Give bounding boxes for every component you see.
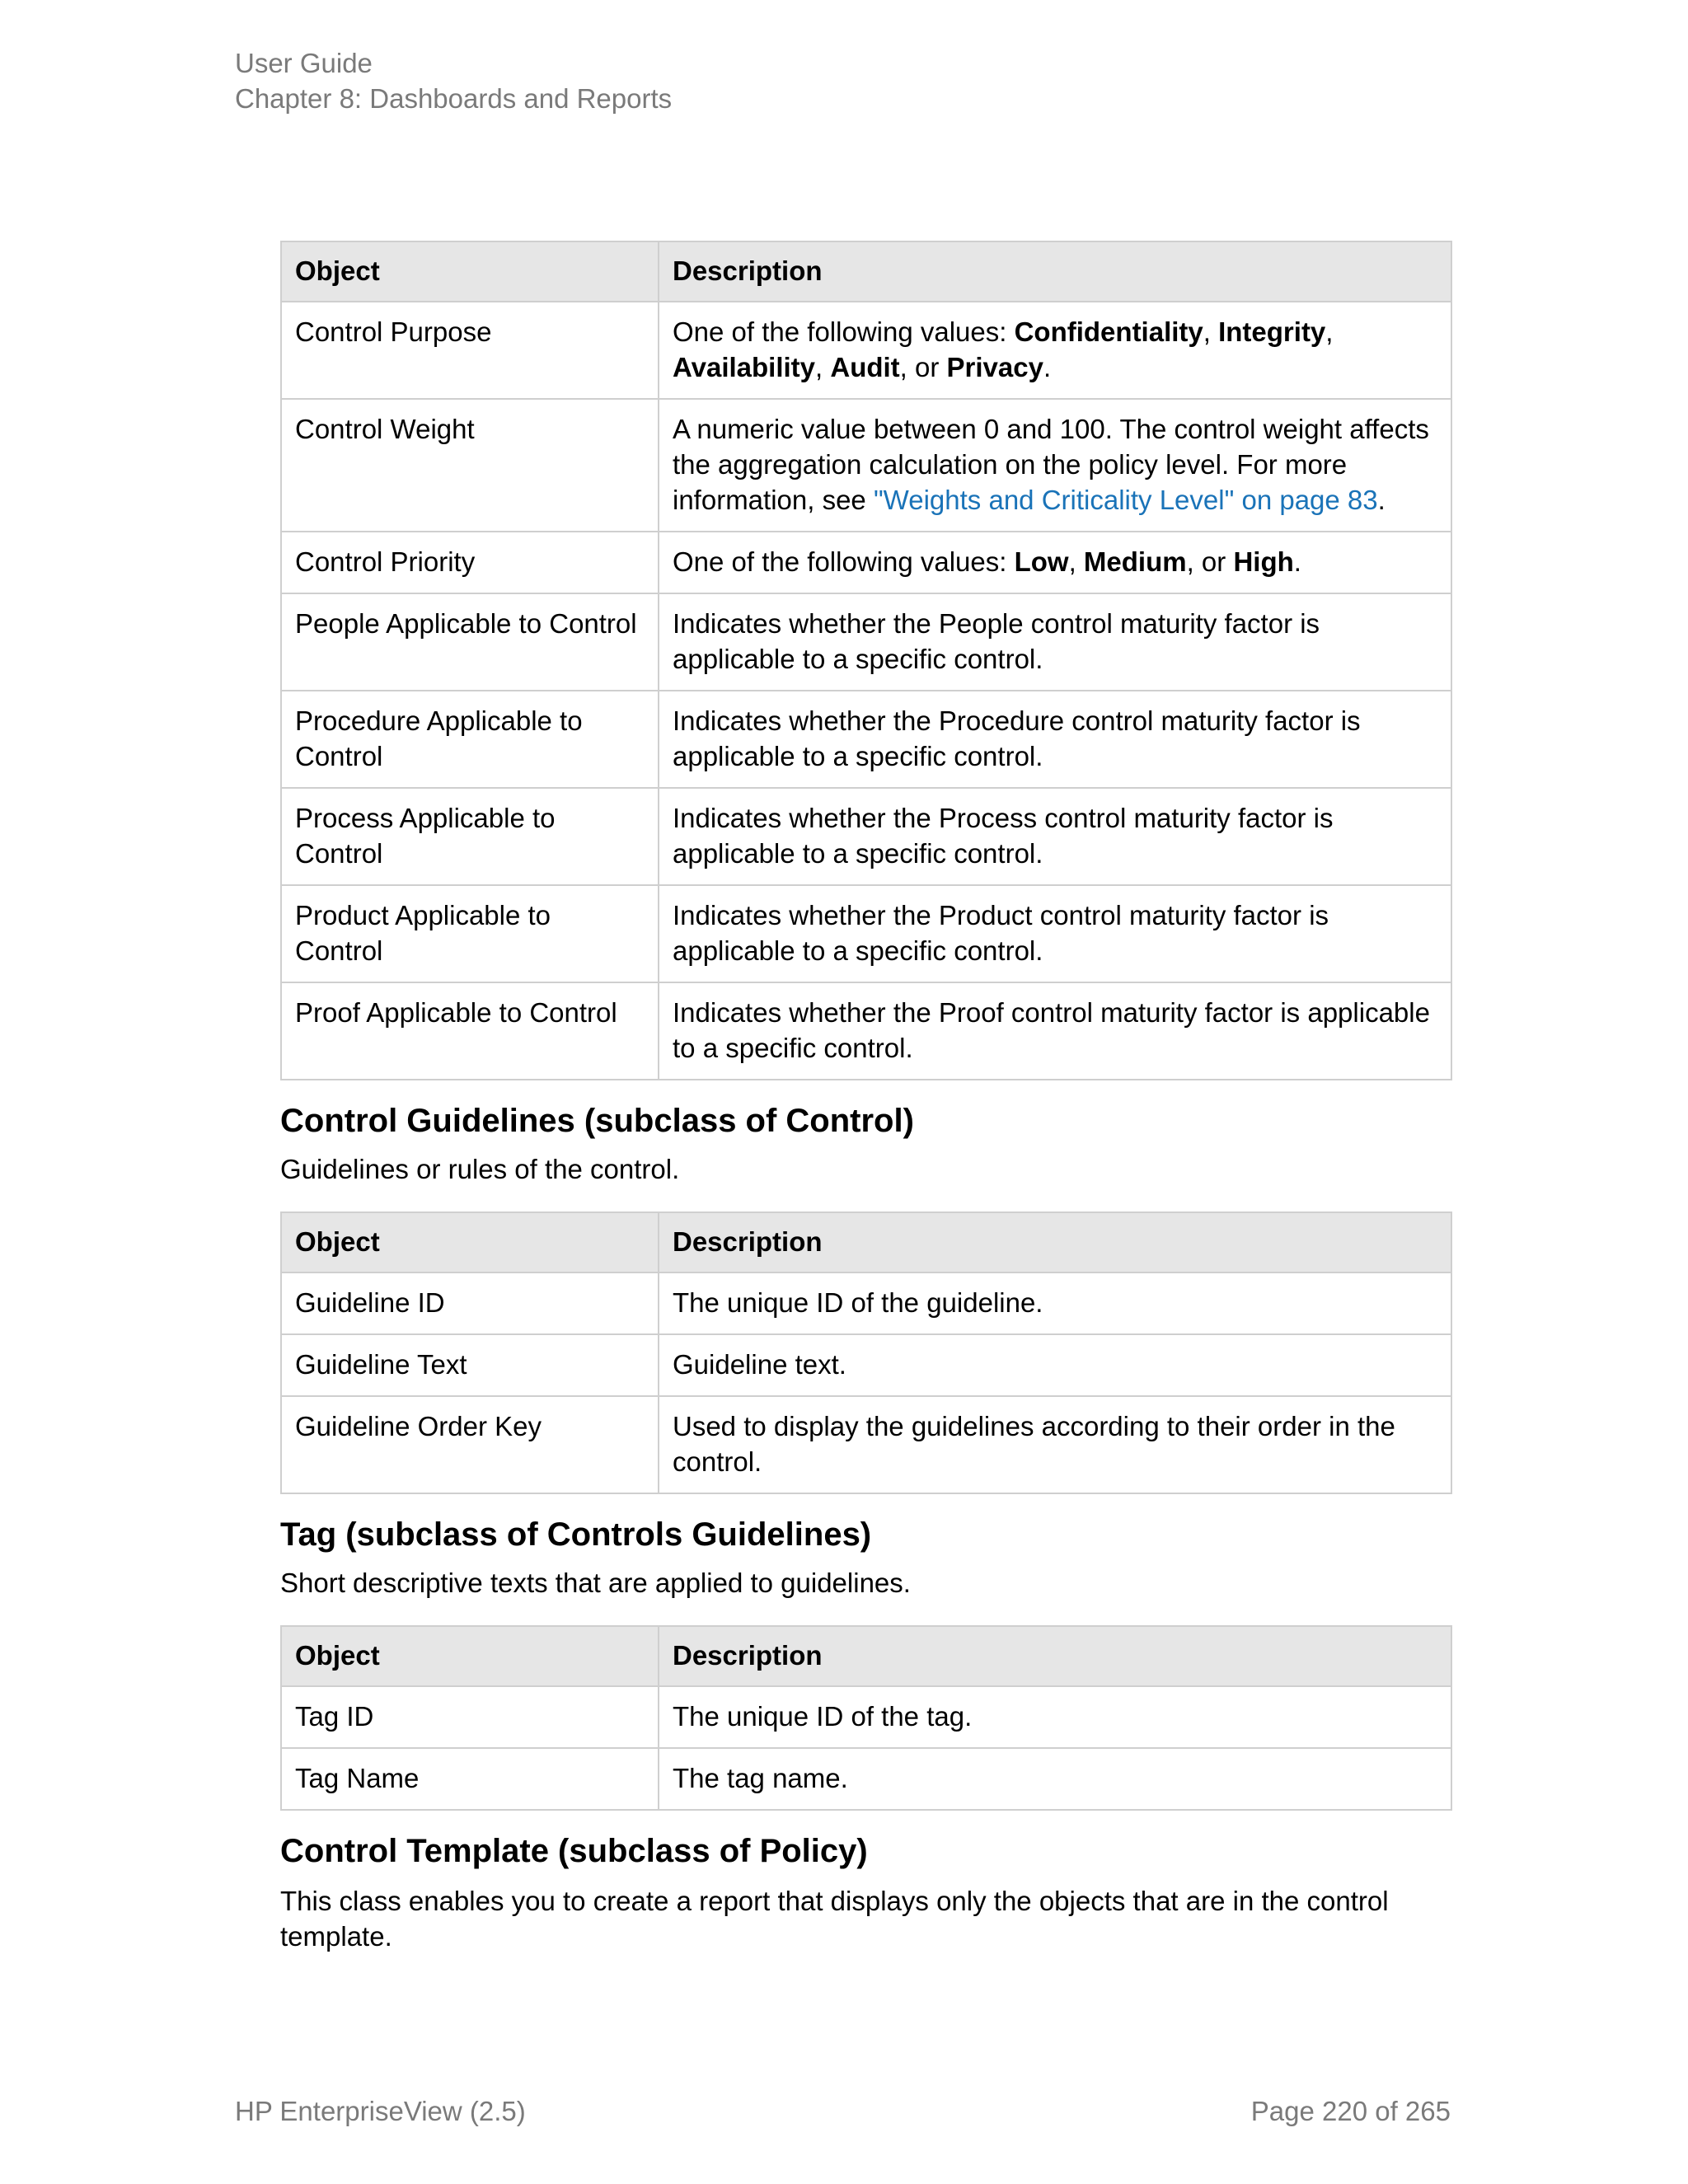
tag-table [280,1625,1452,1811]
table-row [281,302,1451,399]
table-header-row [281,241,1451,302]
header-guide-title: User Guide [235,48,373,78]
description-cell: Indicates whether the Proof control maturity factor is applicable to a specific control. [659,982,1451,1080]
object-cell: Tag ID [281,1686,659,1748]
description-cell: One of the following values: Low, Medium, or High. [659,532,1451,593]
column-header-object: Object [281,241,659,302]
page-content [280,241,1451,1954]
description-cell: Used to display the guidelines according to their order in the control. [659,1396,1451,1493]
column-header-object: Object [281,1626,659,1686]
object-cell: Guideline Order Key [281,1396,659,1493]
section-intro-control-guidelines: Guidelines or rules of the control. [280,1154,680,1184]
table-header-row [281,1212,1451,1272]
table-row [281,788,1451,885]
table-row [281,532,1451,593]
table-row [281,593,1451,691]
object-cell: Tag Name [281,1748,659,1810]
object-cell: Control Priority [281,532,659,593]
table-row [281,885,1451,982]
description-cell: Indicates whether the Procedure control maturity factor is applicable to a specific control. [659,691,1451,788]
table-row [281,1334,1451,1396]
weights-criticality-link[interactable]: "Weights and Criticality Level" on page 83 [873,485,1378,515]
object-cell: Guideline Text [281,1334,659,1396]
section-intro-tag: Short descriptive texts that are applied to guidelines. [280,1568,911,1598]
footer-product: HP EnterpriseView (2.5) [235,2096,526,2126]
object-cell: Procedure Applicable to Control [281,691,659,788]
table-row [281,1396,1451,1493]
object-cell: Proof Applicable to Control [281,982,659,1080]
table-row [281,982,1451,1080]
description-cell: A numeric value between 0 and 100. The control weight affects the aggregation calculation on the policy level. For more information, see "Weights and Criticality Level" on page 83. [659,399,1451,532]
description-cell: Indicates whether the Product control maturity factor is applicable to a specific control. [659,885,1451,982]
column-header-description: Description [659,1626,1451,1686]
control-guidelines-table [280,1212,1452,1494]
footer-page-number: Page 220 of 265 [1250,2096,1451,2126]
description-cell: The unique ID of the guideline. [659,1272,1451,1334]
description-cell: Indicates whether the Process control maturity factor is applicable to a specific control. [659,788,1451,885]
control-attributes-table [280,241,1452,1080]
section-heading-tag: Tag (subclass of Controls Guidelines) [280,1516,872,1553]
object-cell: Guideline ID [281,1272,659,1334]
object-cell: People Applicable to Control [281,593,659,691]
object-cell: Process Applicable to Control [281,788,659,885]
table-row [281,1686,1451,1748]
section-text-control-template: This class enables you to create a report that displays only the objects that are in the control template. [280,1886,1389,1952]
description-cell: One of the following values: Confidentiality, Integrity, Availability, Audit, or Privacy. [659,302,1451,399]
object-cell: Control Weight [281,399,659,532]
table-row [281,1272,1451,1334]
column-header-object: Object [281,1212,659,1272]
column-header-description: Description [659,241,1451,302]
table-row [281,1748,1451,1810]
column-header-description: Description [659,1212,1451,1272]
table-row [281,691,1451,788]
object-cell: Product Applicable to Control [281,885,659,982]
object-cell: Control Purpose [281,302,659,399]
description-cell: The tag name. [659,1748,1451,1810]
table-row [281,399,1451,532]
running-header [235,45,672,116]
description-cell: Guideline text. [659,1334,1451,1396]
description-cell: Indicates whether the People control maturity factor is applicable to a specific control. [659,593,1451,691]
table-header-row [281,1626,1451,1686]
header-chapter-title: Chapter 8: Dashboards and Reports [235,83,673,114]
section-heading-control-guidelines: Control Guidelines (subclass of Control) [280,1103,914,1139]
section-heading-control-template: Control Template (subclass of Policy) [280,1833,868,1869]
description-cell: The unique ID of the tag. [659,1686,1451,1748]
